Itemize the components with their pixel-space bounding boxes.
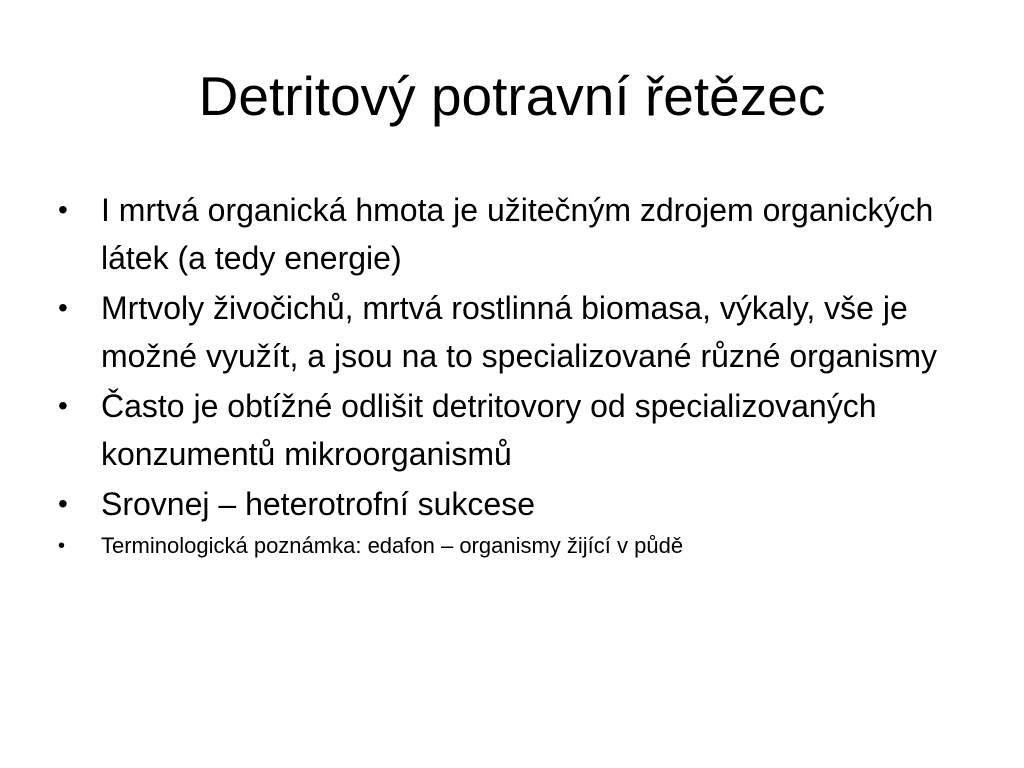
- bullet-item-1: [56, 186, 976, 282]
- bullet-list: [56, 186, 976, 564]
- bullet-item-3: [56, 382, 976, 478]
- bullet-dot-icon: •: [58, 292, 68, 323]
- bullet-text: Srovnej – heterotrofní sukcese: [101, 486, 536, 522]
- bullet-dot-icon: •: [58, 194, 68, 225]
- bullet-text: Terminologická poznámka: edafon – organismy žijící v půdě: [101, 533, 684, 558]
- bullet-dot-icon: •: [58, 390, 68, 421]
- bullet-dot-icon: •: [58, 535, 66, 557]
- bullet-item-5: [56, 530, 976, 562]
- bullet-item-4: [56, 480, 976, 528]
- bullet-text: Často je obtížné odlišit detritovory od specializovaných konzumentů mikroorganismů: [101, 388, 877, 472]
- bullet-dot-icon: •: [58, 488, 68, 519]
- bullet-text: I mrtvá organická hmota je užitečným zdrojem organických látek (a tedy energie): [101, 192, 934, 276]
- bullet-text: Mrtvoly živočichů, mrtvá rostlinná biomasa, výkaly, vše je možné využít, a jsou na to specializované různé organismy: [101, 290, 937, 374]
- bullet-item-2: [56, 284, 976, 380]
- slide-title: Detritový potravní řetězec: [198, 65, 826, 127]
